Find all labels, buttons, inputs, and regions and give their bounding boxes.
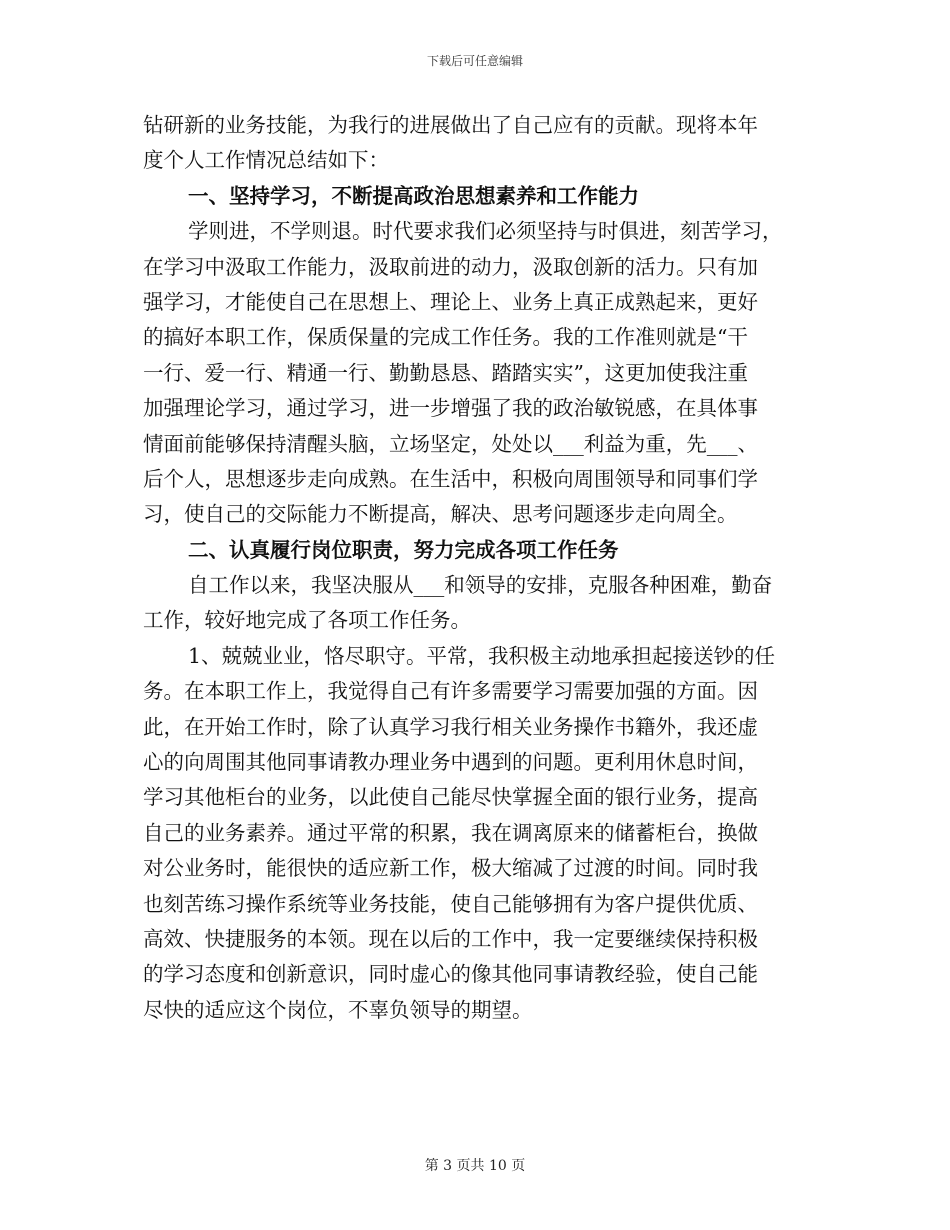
paragraph-line: 强学习，才能使自己在思想上、理论上、业务上真正成熟起来，更好 — [143, 289, 758, 314]
paragraph-line: 自工作以来，我坚决服从___和领导的安排，克服各种困难，勤奋 — [188, 573, 773, 598]
paragraph-line: 加强理论学习，通过学习，进一步增强了我的政治敏锐感，在具体事 — [143, 396, 758, 421]
paragraph-line: 也刻苦练习操作系统等业务技能，使自己能够拥有为客户提供优质、 — [143, 891, 758, 916]
paragraph-line: 习，使自己的交际能力不断提高，解决、思考问题逐步走向周全。 — [143, 502, 738, 527]
page-header: 下载后可任意编辑 — [426, 54, 523, 68]
paragraph-line: 工作，较好地完成了各项工作任务。 — [143, 608, 471, 633]
paragraph-line: 后个人，思想逐步走向成熟。在生活中，积极向周围领导和同事们学 — [143, 466, 758, 491]
paragraph-line: 高效、快捷服务的本领。现在以后的工作中，我一定要继续保持积极 — [143, 926, 758, 951]
paragraph-line: 一行、爱一行、精通一行、勤勤恳恳、踏踏实实”，这更加使我注重 — [143, 360, 748, 385]
paragraph-line: 尽快的适应这个岗位，不辜负领导的期望。 — [143, 997, 533, 1022]
paragraph-line: 钻研新的业务技能，为我行的进展做出了自己应有的贡献。现将本年 — [143, 113, 758, 137]
paragraph-line: 在学习中汲取工作能力，汲取前进的动力，汲取创新的活力。只有加 — [143, 254, 758, 279]
page-footer: 第 3 页共 10 页 — [424, 1158, 526, 1174]
section-heading: 一、坚持学习，不断提高政治思想素养和工作能力 — [188, 183, 639, 208]
paragraph-line: 自己的业务素养。通过平常的积累，我在调离原来的储蓄柜台，换做 — [143, 820, 758, 845]
document-body — [143, 108, 809, 1028]
paragraph-line: 对公业务时，能很快的适应新工作，极大缩减了过渡的时间。同时我 — [143, 856, 758, 881]
paragraph-line: 情面前能够保持清醒头脑，立场坚定，处处以___利益为重，先___、 — [143, 431, 758, 456]
paragraph-line: 的搞好本职工作，保质保量的完成工作任务。我的工作准则就是“干 — [143, 325, 748, 350]
paragraph-line: 度个人工作情况总结如下： — [143, 148, 389, 173]
paragraph-line: 此，在开始工作时，除了认真学习我行相关业务操作书籍外，我还虚 — [143, 714, 758, 739]
paragraph-line: 务。在本职工作上，我觉得自己有许多需要学习需要加强的方面。因 — [143, 679, 758, 704]
section-heading: 二、认真履行岗位职责，努力完成各项工作任务 — [188, 537, 619, 562]
paragraph-line: 1、兢兢业业，恪尽职守。平常，我积极主动地承担起接送钞的任 — [188, 643, 776, 668]
paragraph-line: 的学习态度和创新意识，同时虚心的像其他同事请教经验，使自己能 — [143, 962, 758, 987]
paragraph-line: 学习其他柜台的业务，以此使自己能尽快掌握全面的银行业务，提高 — [143, 785, 758, 810]
paragraph-line: 学则进，不学则退。时代要求我们必须坚持与时俱进，刻苦学习， — [188, 219, 783, 244]
paragraph-line: 心的向周围其他同事请教办理业务中遇到的问题。更利用休息时间， — [143, 750, 758, 775]
